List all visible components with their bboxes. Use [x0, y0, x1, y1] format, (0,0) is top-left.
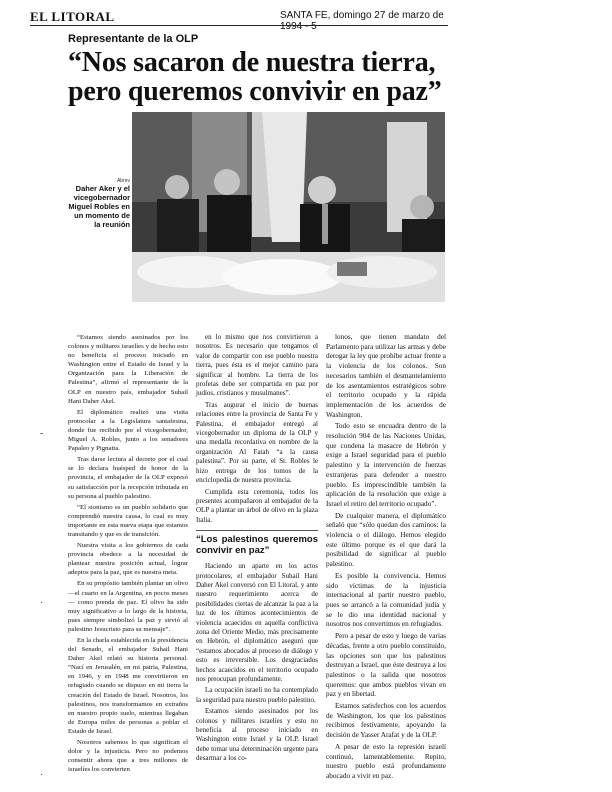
paragraph: “El sionismo es un pueblo solidario que comprendió nuestra causa, lo cual es muy importante en esta nueva etapa que estamos transitando y que es de transición. [68, 503, 188, 538]
photo-caption [68, 178, 130, 229]
paragraph: En la charla establecida en la presidencia del Senado, el embajador Suhail Hani Daher Akel relató su historia personal. “Nací en Jerusalén, en mi patria, Palestina, en 1946, y en 1948 me convirtieron en refugiado cuando se dispuso en mi tierra la creación del Estado de Israel. Nosotros, los palestinos, nos transformamos en extraños en nuestro propio suelo, mientras llegaban de Europa miles de personas a poblar el Estado de Israel. [68, 637, 188, 735]
paragraph: Estamos satisfechos con los acuerdos de Washington, los que los palestinos recibimos festivamente, apoyando la decisión de Yasser Arafat y de la OLP. [326, 702, 446, 740]
date-line: SANTA FE, domingo 27 de marzo de 1994 - 5 [280, 10, 444, 32]
margin-mark: - [40, 428, 44, 439]
paragraph: De cualquier manera, el diplomático señaló que “sólo quedan dos caminos: la violencia o el diálogo. Hemos elegido este último porque es el que dará la posibilidad de significar al pueblo palestino. [326, 511, 446, 569]
margin-mark: · [40, 598, 44, 609]
masthead [30, 9, 450, 32]
column-3 [326, 333, 446, 784]
photo-illustration [132, 112, 445, 302]
column-2 [196, 333, 318, 766]
paragraph: Todo esto se encuadra dentro de la resolución 904 de las Naciones Unidas, que condena la masacre de Hebrón y exige a Israel seguridad para el pueblo palestino y la intervención de fuerzas extranjeras para defender a nuestro pueblo. Es imprescindible también la aplicación de la resolución que exige a Israel el retiro del territorio ocupado”. [326, 422, 446, 508]
paragraph: lonos, que tienen mandato del Parlamento para utilizar las armas y debe derogar la ley que prohíbe actuar frente a la violencia de los colonos. Son necesarios también el desmantelamiento de los asentamientos estratégicos sobre el territorio ocupado y la rápida implementación de los acuerdos de Washington. [326, 333, 446, 419]
paragraph: “Estamos siendo asesinados por los colonos y militares israelíes y de hecho esto no beneficia el proceso iniciado en Washington entre el Estado de Israel y la Organización para la Liberación de Palestina”, afirmó el representante de la OLP en nuestro país, embajador Suhail Hani Daher Akel. [68, 334, 188, 405]
masthead-rule [30, 25, 448, 26]
margin-mark: · [40, 770, 44, 781]
photo [132, 112, 445, 302]
paragraph: En su propósito también plantar un olivo —el cuarto en la Argentina, en pocos meses— como prenda de paz. El olivo ha sido muy significativo a lo largo de la historia, pues siempre simbolizó la paz y sirvió al palestino Jesucristo para su mensaje”. [68, 580, 188, 633]
paragraph: Tras augurar el inicio de buenas relaciones entre la provincia de Santa Fe y Palestina, el embajador entregó al vicegobernador un diploma de la OLP y una medalla recordativa en nombre de la organización Al Fatah “a la causa palestina”. Por su parte, el Sr. Robles le hizo entrega de los tomos de la enciclopedia de nuestra provincia. [196, 400, 318, 485]
paragraph: Haciendo un aparte en los actos protocolares, el embajador Suhail Hani Daher Akel conversó con El Litoral, y ante nuestro requerimiento acerca de posibilidades ciertas de alcanzar la paz a la luz de los últimos acontecimientos de violencia acaecidos en aquella conflictiva zona del Oriente Medio, más precisamente en Hebrón, el diplomático aseguró que “estamos abocados al proceso de diálogo y esto es irreversible. Los desgraciados hechos acaecidos en el territorio ocupado nos preocupan profundamente. [196, 562, 318, 683]
subheading: “Los palestinos queremos convivir en paz” [196, 530, 318, 556]
paragraph: Nosotros sabemos lo que significan el dolor y la injusticia. Pero no podemos consentir ahora que a tres millones de israelíes los convierten [68, 739, 188, 774]
photo-caption-text: Daher Aker y el vicegobernador Miguel Robles en un momento de la reunión [68, 184, 130, 229]
photo-credit: Abrev [116, 178, 130, 184]
paragraph: El diplomático realizó una visita protocolar a la Legislatura santafesina, donde fue recibido por el vicegobernador, Miguel A. Robles, junto a los senadores Papaleo y Pignatta. [68, 408, 188, 453]
column-1 [68, 333, 188, 776]
paragraph: Es posible la convivencia. Hemos sido víctimas de la injusticia internacional al partir nuestro pueblo, pues se arrancó a la comunidad judía y se le dio una identidad nacional y nosotros nos convertimos en refugiados. [326, 571, 446, 629]
paragraph: Pero a pesar de esto y luego de varias décadas, frente a otro pueblo constituido, las opciones son que los palestinos destruyan a Israel, que éste destruya a los palestinos o la salida que nosotros queremos: que ambos pueblos vivan en paz y en libertad. [326, 632, 446, 699]
paragraph: Nuestra visita a los gobiernos de cada provincia obedece a la necesidad de plantear nuestra posición actual, lograr adeptos para la paz, que es nuestra meta. [68, 542, 188, 577]
paragraph: Cumplida esta ceremonia, todos los presentes acompañaron al embajador de la OLP a plantar un árbol de olivo en la plaza Italia. [196, 487, 318, 524]
headline: “Nos sacaron de nuestra tierra, pero queremos convivir en paz” [68, 47, 442, 107]
paragraph: Estamos siendo asesinados por los colonos y militares israelíes y esto no beneficia al proceso iniciado en Washington entre Israel y la OLP. Israel debe tomar una determinación urgente para desarmar a los co- [196, 707, 318, 763]
paragraph: La ocupación israelí no ha contemplado la seguridad para nuestro pueblo palestino. [196, 686, 318, 704]
paragraph: Tras darse lectura al decreto por el cual se lo declara huésped de honor de la provincia, el embajador de la OLP expresó su satisfacción por la recepción tributada en su persona al pueblo palestino. [68, 456, 188, 500]
newspaper-name: EL LITORAL [30, 9, 115, 24]
kicker: Representante de la OLP [68, 33, 199, 45]
paragraph: en lo mismo que nos convirtieron a nosotros. Es necesario que tengamos el valor de compartir con ese pueblo nuestra tierra, pues ésta es el mejor camino para significar al hombre. La tierra de los profetas debe ser compartida en paz por judíos, cristianos y musulmanes”. [196, 333, 318, 398]
paragraph: A pesar de esto la represión israelí continuó, lamentablemente. Repito, nuestro pueblo está profundamente abocado a vivir en paz. [326, 742, 446, 780]
